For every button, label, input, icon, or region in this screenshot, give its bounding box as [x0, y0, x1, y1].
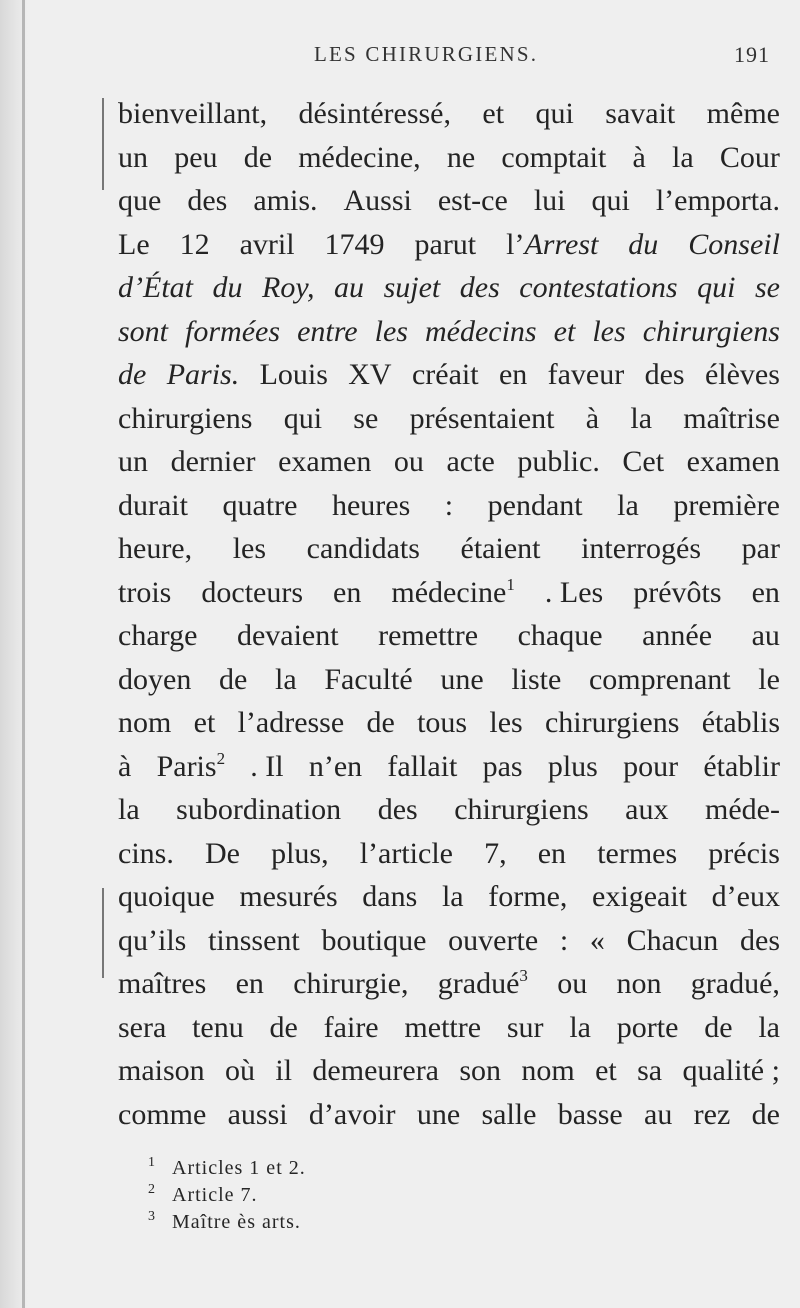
word: durait — [118, 488, 188, 522]
word: Faculté — [324, 662, 413, 696]
text-line — [118, 614, 780, 658]
word: salle — [481, 1097, 537, 1131]
word: les — [592, 314, 626, 348]
text-line — [118, 1006, 780, 1050]
word: sera — [118, 1010, 167, 1044]
word: chirurgiens — [642, 314, 780, 348]
word: porte — [616, 1010, 679, 1044]
word: trois — [118, 575, 172, 609]
word: de — [366, 706, 395, 739]
word: ou — [557, 967, 588, 1000]
word: comme — [118, 1097, 207, 1131]
word: rez — [693, 1097, 731, 1131]
text-line — [118, 745, 780, 789]
footnote-ref: 3 — [519, 966, 528, 985]
word: se — [754, 271, 780, 304]
text-line — [118, 527, 780, 571]
word: maison — [118, 1054, 205, 1087]
word: les — [374, 314, 408, 348]
text-line — [118, 353, 780, 397]
word: parut — [414, 227, 477, 261]
word: faire — [323, 1010, 379, 1044]
word: devaient — [236, 619, 339, 652]
word: chirurgiens — [454, 793, 589, 826]
word: qui — [283, 401, 323, 435]
word: nom — [521, 1054, 575, 1087]
word: acte — [446, 445, 495, 478]
word: en — [333, 575, 362, 609]
word: précis — [708, 836, 780, 870]
word: que — [118, 184, 162, 217]
word: amis. — [253, 184, 318, 217]
word: même — [706, 97, 780, 130]
footnote-mark: 1 — [148, 1155, 156, 1170]
word: public. — [517, 445, 600, 478]
word: heures — [331, 488, 411, 522]
word: tenu — [192, 1010, 244, 1044]
word: nom — [118, 706, 172, 739]
word: subordination — [176, 793, 342, 826]
word: ne — [446, 140, 476, 174]
word: formées — [185, 314, 281, 348]
word: la — [758, 1010, 780, 1044]
word: De — [204, 836, 240, 870]
footnote-ref: 1 — [506, 574, 515, 594]
word: sont — [118, 314, 169, 348]
word: est-ce — [437, 184, 508, 217]
word: plus, — [271, 836, 329, 870]
word: de — [243, 140, 273, 174]
word: Paris. — [166, 358, 240, 391]
footnote-text: Article 7. — [172, 1184, 258, 1206]
word: chirurgie, — [293, 967, 409, 1000]
word: doyen — [118, 662, 192, 696]
word: . Les — [544, 575, 604, 609]
word: l’emporta. — [655, 184, 780, 217]
word: la — [441, 880, 464, 913]
word: des — [459, 271, 500, 304]
word: désintéressé, — [298, 97, 451, 130]
running-head: LES CHIRURGIENS. — [314, 42, 539, 66]
word: et — [482, 97, 505, 130]
word: mettre — [404, 1010, 482, 1044]
word: au — [334, 271, 365, 304]
word: quoique — [118, 880, 215, 913]
word: bienveillant, — [118, 97, 268, 130]
text-line — [118, 701, 780, 745]
word: Le — [118, 227, 150, 261]
text-line — [118, 788, 780, 832]
word: heure, — [118, 532, 193, 565]
word: mesurés — [239, 880, 338, 913]
word: avril — [239, 227, 295, 261]
word: Roy, — [262, 271, 315, 304]
word: fallait — [387, 749, 458, 783]
word: établis — [701, 706, 780, 739]
page-number: 191 — [734, 42, 770, 67]
word: élèves — [704, 358, 780, 391]
word: interrogés — [581, 532, 702, 565]
word: au — [751, 619, 780, 652]
text-line — [118, 223, 780, 267]
word: docteurs — [201, 575, 304, 609]
word: prévôts — [633, 575, 722, 609]
footnote — [148, 1155, 648, 1182]
word: examen — [686, 445, 780, 478]
text-line — [118, 266, 780, 310]
word: . Il — [250, 749, 284, 783]
word: dans — [362, 880, 418, 913]
word: Cet — [622, 445, 665, 478]
word: les — [489, 706, 523, 739]
word: exigeait — [592, 880, 687, 913]
word: gradué$^3$ — [437, 966, 528, 1000]
word: sujet — [383, 271, 441, 304]
text-line — [118, 962, 780, 1006]
word: charge — [118, 619, 198, 652]
word: des — [740, 923, 780, 957]
word: qui — [535, 97, 574, 130]
word: médecins — [424, 314, 537, 348]
word: des — [377, 793, 418, 826]
word: « — [589, 923, 605, 957]
word: remettre — [378, 619, 479, 652]
word: pas — [482, 749, 523, 783]
word: la — [569, 1010, 591, 1044]
word: établir — [703, 749, 780, 783]
word: de — [269, 1010, 298, 1044]
word: du — [212, 271, 243, 304]
word: 12 — [179, 227, 210, 261]
text-line — [118, 571, 780, 615]
word: une — [440, 662, 484, 696]
word: médecine$^1$ — [391, 574, 515, 609]
word: et — [193, 706, 216, 739]
word: d’État — [118, 271, 193, 304]
word: qui — [697, 271, 736, 304]
word: à — [632, 140, 646, 174]
word: de — [751, 1097, 780, 1131]
word: en — [537, 836, 567, 870]
word: boutique — [321, 923, 427, 957]
word: chirurgiens — [544, 706, 680, 739]
word: et — [553, 314, 576, 348]
word: Conseil — [688, 227, 780, 261]
word: cins. — [118, 836, 174, 870]
footnote-ref: 2 — [216, 748, 226, 768]
word: comprenant — [588, 662, 731, 696]
word: peu — [174, 140, 218, 174]
word: chirurgiens — [118, 401, 253, 435]
word: dernier — [170, 445, 256, 478]
word: comptait — [501, 140, 607, 174]
word: l’adresse — [237, 706, 345, 739]
footnote-mark: 2 — [148, 1182, 156, 1197]
word: son — [459, 1054, 502, 1087]
word: la — [672, 140, 694, 174]
word: de — [704, 1010, 733, 1044]
text-line — [118, 1093, 780, 1137]
word: faveur — [547, 358, 625, 391]
word: contestations — [519, 271, 678, 304]
word: savait — [605, 97, 676, 130]
word: Chacun — [626, 923, 719, 957]
text-line — [118, 484, 780, 528]
word: de — [219, 662, 248, 696]
word: l’Arrest — [506, 227, 599, 261]
word: demeurera — [312, 1054, 439, 1087]
word: médecine, — [298, 140, 421, 174]
word: plus — [547, 749, 598, 783]
word: : — [559, 923, 569, 957]
text-line — [118, 310, 780, 354]
word: sa — [637, 1054, 663, 1087]
word: d’eux — [711, 880, 780, 913]
word: il — [275, 1054, 293, 1087]
word: examen — [278, 445, 372, 478]
word: un — [118, 140, 148, 174]
word: termes — [597, 836, 678, 870]
word: présentaient — [409, 401, 555, 435]
word: et — [595, 1054, 617, 1087]
word: du — [628, 227, 659, 261]
word: à — [585, 401, 600, 435]
word: sur — [506, 1010, 544, 1044]
word: tinssent — [208, 923, 300, 957]
word: où — [225, 1054, 256, 1087]
word: première — [673, 488, 780, 522]
text-line — [118, 92, 780, 136]
word: Arrest — [524, 227, 599, 261]
word: à — [118, 749, 132, 783]
footnote — [148, 1209, 648, 1236]
word: ouverte — [448, 923, 539, 957]
footnote-text: Articles 1 et 2. — [172, 1157, 306, 1179]
word: aussi — [227, 1097, 288, 1131]
text-line — [118, 179, 780, 223]
word: créait — [411, 358, 479, 391]
word: lui — [533, 184, 566, 217]
word: un — [118, 445, 148, 478]
footnote-text: Maître ès arts. — [172, 1211, 301, 1233]
word: gradué, — [690, 967, 780, 1000]
word: la — [118, 793, 140, 826]
word: entre — [297, 314, 358, 348]
word: au — [644, 1097, 673, 1131]
word: en — [498, 358, 528, 391]
text-line — [118, 832, 780, 876]
word: par — [741, 532, 780, 565]
word: Paris$^2$ — [156, 748, 226, 783]
word: d’avoir — [308, 1097, 396, 1131]
word: qui — [591, 184, 630, 217]
word: méde- — [704, 793, 780, 826]
word: basse — [557, 1097, 623, 1131]
word: le — [758, 662, 780, 696]
word: tous — [417, 706, 468, 739]
word: étaient — [460, 532, 541, 565]
text-line — [118, 397, 780, 441]
word: n’en — [308, 749, 363, 783]
footnotes — [148, 1155, 648, 1236]
word: Cour — [719, 140, 780, 174]
word: qu’ils — [118, 923, 187, 957]
word: la — [617, 488, 639, 522]
margin-bracket — [102, 98, 110, 190]
word: quatre — [222, 488, 298, 522]
word: qualité ; — [682, 1054, 780, 1087]
text-line — [118, 875, 780, 919]
word: l’article — [359, 836, 453, 870]
word: des — [187, 184, 228, 217]
word: Louis — [259, 358, 328, 391]
text-line — [118, 136, 780, 180]
word: pendant — [487, 488, 583, 522]
text-line — [118, 658, 780, 702]
word: maîtrise — [683, 401, 780, 435]
word: année — [642, 619, 713, 652]
word: Aussi — [343, 184, 412, 217]
word: : — [444, 488, 454, 522]
word: maîtres — [118, 967, 207, 1000]
word: la — [630, 401, 653, 435]
word: les — [232, 532, 267, 565]
word: non — [616, 967, 662, 1000]
word: 7, — [484, 836, 507, 870]
word: aux — [625, 793, 669, 826]
body-text — [118, 92, 780, 1136]
word: ou — [393, 445, 424, 478]
word: une — [416, 1097, 461, 1131]
text-line — [118, 440, 780, 484]
word: des — [644, 358, 685, 391]
word: la — [275, 662, 297, 696]
word: en — [235, 967, 264, 1000]
word: en — [751, 575, 780, 609]
word: pour — [623, 749, 679, 783]
footnote-mark: 3 — [148, 1209, 156, 1224]
word: se — [353, 401, 379, 435]
footnote — [148, 1182, 648, 1209]
gutter-line — [22, 0, 25, 1308]
word: de — [118, 358, 147, 391]
word: 1749 — [324, 227, 385, 261]
word: chaque — [517, 619, 603, 652]
text-line — [118, 919, 780, 963]
word: candidats — [306, 532, 420, 565]
word: XV — [348, 358, 392, 391]
word: forme, — [488, 880, 568, 913]
text-line — [118, 1049, 780, 1093]
margin-bracket — [102, 888, 110, 978]
page-header — [118, 42, 780, 72]
word: liste — [511, 662, 562, 696]
